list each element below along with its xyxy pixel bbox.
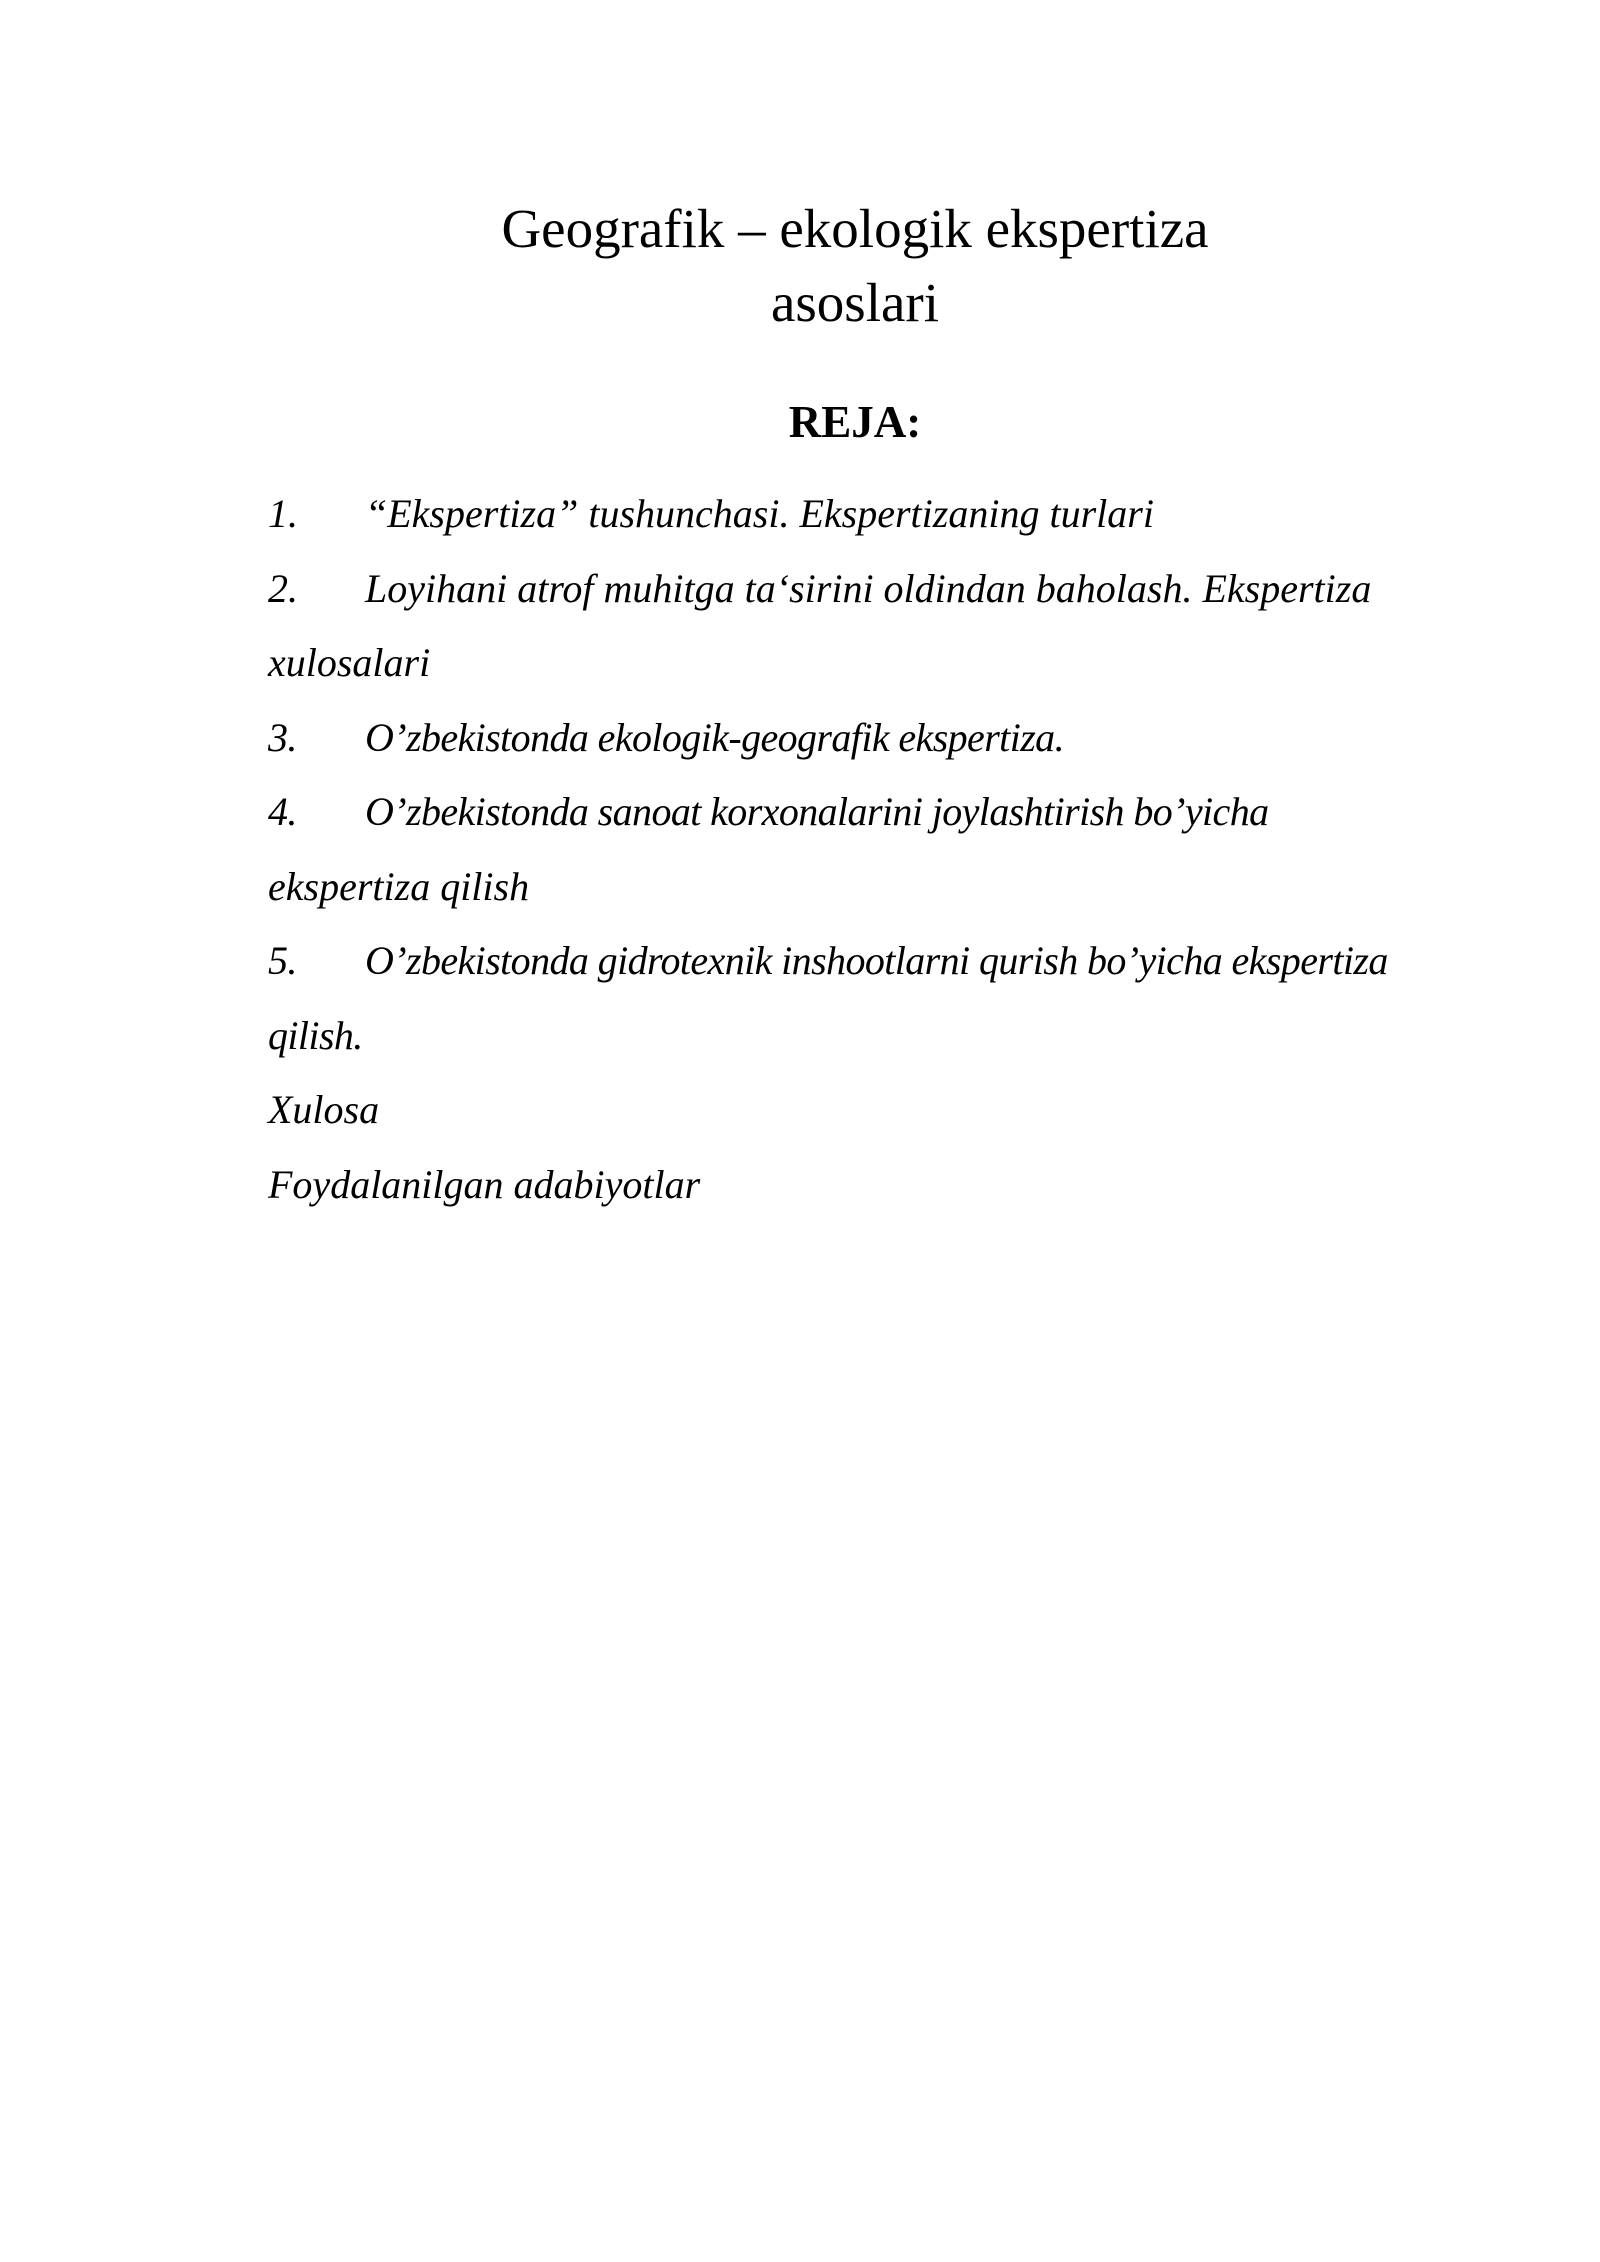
list-item: [268, 775, 1448, 850]
item-number: 4.: [268, 789, 297, 834]
document-title: [0, 192, 1600, 340]
item-number: 1.: [268, 491, 298, 536]
plan-list: [268, 477, 1448, 1222]
item-text: O’zbekistonda gidrotexnik inshootlarni qurish bo’yicha ekspertiza: [365, 938, 1388, 983]
references-line: Foydalanilgan adabiyotlar: [268, 1161, 701, 1207]
item-text: O’zbekistonda sanoat korxonalarini joylashtirish bo’yicha: [365, 789, 1269, 834]
list-item: [268, 552, 1448, 627]
title-line-2: asoslari: [770, 272, 939, 333]
item-number: 2.: [268, 565, 298, 611]
list-item-continuation: xulosalari: [268, 640, 431, 685]
title-line-1: Geografik – ekologik ekspertiza: [501, 198, 1209, 259]
item-number: 5.: [268, 938, 297, 983]
item-text: Loyihani atrof muhitga ta‘sirini oldindan baholash. Ekspertiza: [365, 565, 1372, 611]
list-item: [268, 701, 1448, 776]
list-item: [268, 477, 1448, 552]
item-text: O’zbekistonda ekologik-geografik ekspertiza.: [365, 714, 1064, 760]
list-item-continuation: qilish.: [268, 1012, 363, 1058]
plan-heading: REJA:: [788, 397, 922, 447]
list-item: [268, 924, 1448, 999]
list-item-continuation: ekspertiza qilish: [268, 863, 530, 909]
conclusion-line: Xulosa: [268, 1087, 380, 1132]
item-number: 3.: [268, 714, 297, 760]
item-text: “Ekspertiza” tushunchasi. Ekspertizaning turlari: [365, 491, 1154, 536]
